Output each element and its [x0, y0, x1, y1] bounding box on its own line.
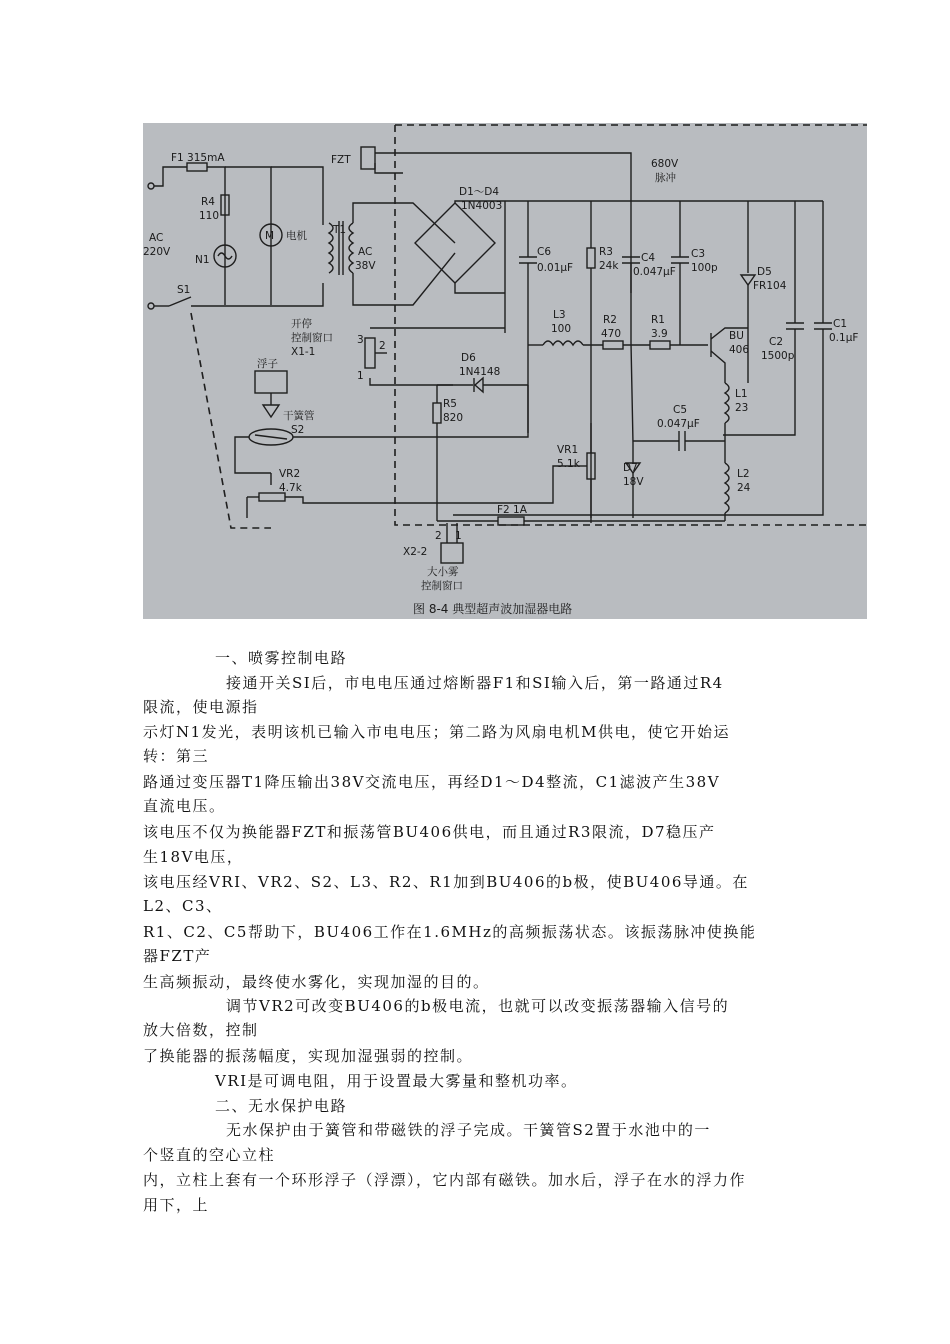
float-box [255, 371, 287, 393]
para-line: VRI是可调电阻，用于设置最大雾量和整机功率。 [215, 1072, 578, 1090]
label-d1d4: D1～D4 [459, 186, 500, 198]
label-220v: 220V [143, 246, 171, 258]
para-line: 无水保护由于簧管和带磁铁的浮子完成。干簧管S2置于水池中的一 [226, 1121, 711, 1139]
label-c5-val: 0.047μF [657, 418, 700, 430]
fuse-f1 [187, 163, 207, 171]
para-line: 生高频振动，最终使水雾化，实现加湿的目的。 [143, 973, 490, 991]
label-r1-val: 3.9 [651, 328, 668, 340]
control-window-x1 [365, 338, 375, 368]
label-r4-val: 110 [199, 210, 220, 222]
label-c2: C2 [769, 336, 784, 348]
label-d7-val: 18V [623, 476, 644, 488]
transducer-fzt [361, 147, 375, 169]
label-vr1: VR1 [557, 444, 579, 456]
label-680v: 680V [651, 158, 679, 170]
para-line: 该电压经VRI、VR2、S2、L3、R2、R1加到BU406的b极，使BU406导通。在 [143, 873, 749, 891]
label-pin2a: 2 [379, 340, 386, 352]
para-line: 放大倍数，控制 [143, 1021, 259, 1039]
label-l2: L2 [737, 468, 750, 480]
label-bu: BU [729, 330, 744, 342]
label-ctrl1-c: X1-1 [291, 346, 316, 358]
para-line: 个竖直的空心立柱 [143, 1146, 276, 1164]
label-ctrl2-b: 控制窗口 [421, 580, 463, 592]
label-l2-val: 24 [737, 482, 751, 494]
para-line: 转：第三 [143, 747, 210, 765]
label-pulse: 脉冲 [655, 172, 676, 184]
heading-spray-control: 一、喷雾控制电路 [215, 649, 348, 667]
label-c5: C5 [673, 404, 688, 416]
label-pin1a: 1 [357, 370, 364, 382]
label-r2: R2 [603, 314, 617, 326]
para-line: 直流电压。 [143, 797, 226, 815]
para-line: 内，立柱上套有一个环形浮子（浮漂），它内部有磁铁。加水后，浮子在水的浮力作 [143, 1171, 747, 1189]
label-vr2-val: 4.7k [279, 482, 302, 494]
label-f2: F2 1A [497, 504, 527, 516]
label-bu-val: 406 [729, 344, 750, 356]
label-d1d4-val: 1N4003 [461, 200, 503, 212]
label-float: 浮子 [257, 358, 278, 370]
label-t1: T1 [333, 224, 347, 236]
inductor-l1 [725, 383, 729, 423]
resistor-r2 [603, 341, 623, 349]
ac-terminal-bottom [148, 303, 154, 309]
para-line: 用下，上 [143, 1196, 210, 1214]
label-ac: AC [149, 232, 164, 244]
para-line: 该电压不仅为换能器FZT和振荡管BU406供电，而且通过R3限流，D7稳压产 [143, 823, 716, 841]
figure-caption: 图 8-4 典型超声波加湿器电路 [413, 602, 573, 616]
label-fzt: FZT [331, 154, 351, 166]
para-line: 了换能器的振荡幅度，实现加湿强弱的控制。 [143, 1047, 474, 1065]
label-r3-val: 24k [599, 260, 619, 272]
inductor-l2 [725, 463, 729, 513]
label-c1-val: 0.1μF [829, 332, 859, 344]
label-l3: L3 [553, 309, 566, 321]
label-r5: R5 [443, 398, 457, 410]
diode-d6 [475, 378, 483, 392]
para-line: 调节VR2可改变BU406的b极电流，也就可以改变振荡器输入信号的 [226, 997, 730, 1015]
inductor-l3 [543, 341, 583, 345]
label-r1: R1 [651, 314, 665, 326]
label-d5: D5 [757, 266, 772, 278]
label-r5-val: 820 [443, 412, 464, 424]
resistor-r1 [650, 341, 670, 349]
label-d7: D7 [623, 462, 638, 474]
svg-text:M: M [265, 230, 275, 242]
label-c6: C6 [537, 246, 552, 258]
control-window-x2 [441, 543, 463, 563]
label-s1: S1 [177, 284, 191, 296]
label-l1-val: 23 [735, 402, 749, 414]
para-line: 接通开关SI后，市电电压通过熔断器F1和SI输入后，第一路通过R4 [226, 674, 724, 692]
label-ctrl1-a: 开停 [291, 318, 312, 330]
fuse-f2 [498, 517, 524, 525]
label-r3: R3 [599, 246, 613, 258]
label-n1: N1 [195, 254, 210, 266]
label-r2-val: 470 [601, 328, 622, 340]
label-pin1b: 1 [455, 530, 462, 542]
label-d6: D6 [461, 352, 476, 364]
label-38v: 38V [355, 260, 376, 272]
para-line: 限流，使电源指 [143, 698, 259, 716]
label-d5-val: FR104 [753, 280, 787, 292]
circuit-diagram [143, 123, 867, 619]
heading-no-water: 二、无水保护电路 [215, 1097, 348, 1115]
para-line: R1、C2、C5帮助下，BU406工作在1.6MHz的高频振荡状态。该振荡脉冲使换能 [143, 923, 757, 941]
para-line: 路通过变压器T1降压输出38V交流电压，再经D1～D4整流，C1滤波产生38V [143, 773, 721, 791]
resistor-r3 [587, 248, 595, 268]
float-arrow [263, 405, 279, 417]
transformer-t1-secondary [349, 223, 353, 273]
label-motor: 电机 [286, 230, 307, 242]
label-ctrl2-a: 大小雾 [427, 566, 459, 578]
label-c3-val: 100p [691, 262, 718, 274]
label-l3-val: 100 [551, 323, 572, 335]
para-line: 生18V电压， [143, 848, 244, 866]
label-f1: F1 315mA [171, 152, 225, 164]
label-c6-val: 0.01μF [537, 262, 574, 274]
resistor-r5 [433, 403, 441, 423]
label-ac38: AC [358, 246, 373, 258]
label-ctrl1-b: 控制窗口 [291, 332, 333, 344]
potentiometer-vr2 [259, 493, 285, 501]
label-c2-val: 1500p [761, 350, 795, 362]
label-x22: X2-2 [403, 546, 428, 558]
label-r4: R4 [201, 196, 215, 208]
label-l1: L1 [735, 388, 748, 400]
label-c3: C3 [691, 248, 706, 260]
switch-s1 [169, 297, 191, 306]
ac-terminal-top [148, 183, 154, 189]
label-d6-val: 1N4148 [459, 366, 501, 378]
label-c1: C1 [833, 318, 848, 330]
para-line: L2、C3、 [143, 897, 223, 915]
label-vr1-val: 5.1k [557, 458, 580, 470]
circuit-figure [143, 123, 867, 619]
label-pin2b: 2 [435, 530, 442, 542]
label-c4-val: 0.047μF [633, 266, 676, 278]
label-c4: C4 [641, 252, 656, 264]
label-reed: 干簧管 [283, 410, 315, 422]
label-reed-val: S2 [291, 424, 305, 436]
para-line: 示灯N1发光，表明该机已输入市电电压；第二路为风扇电机M供电，使它开始运 [143, 723, 731, 741]
label-pin3: 3 [357, 334, 364, 346]
label-vr2: VR2 [279, 468, 301, 480]
para-line: 器FZT产 [143, 947, 212, 965]
